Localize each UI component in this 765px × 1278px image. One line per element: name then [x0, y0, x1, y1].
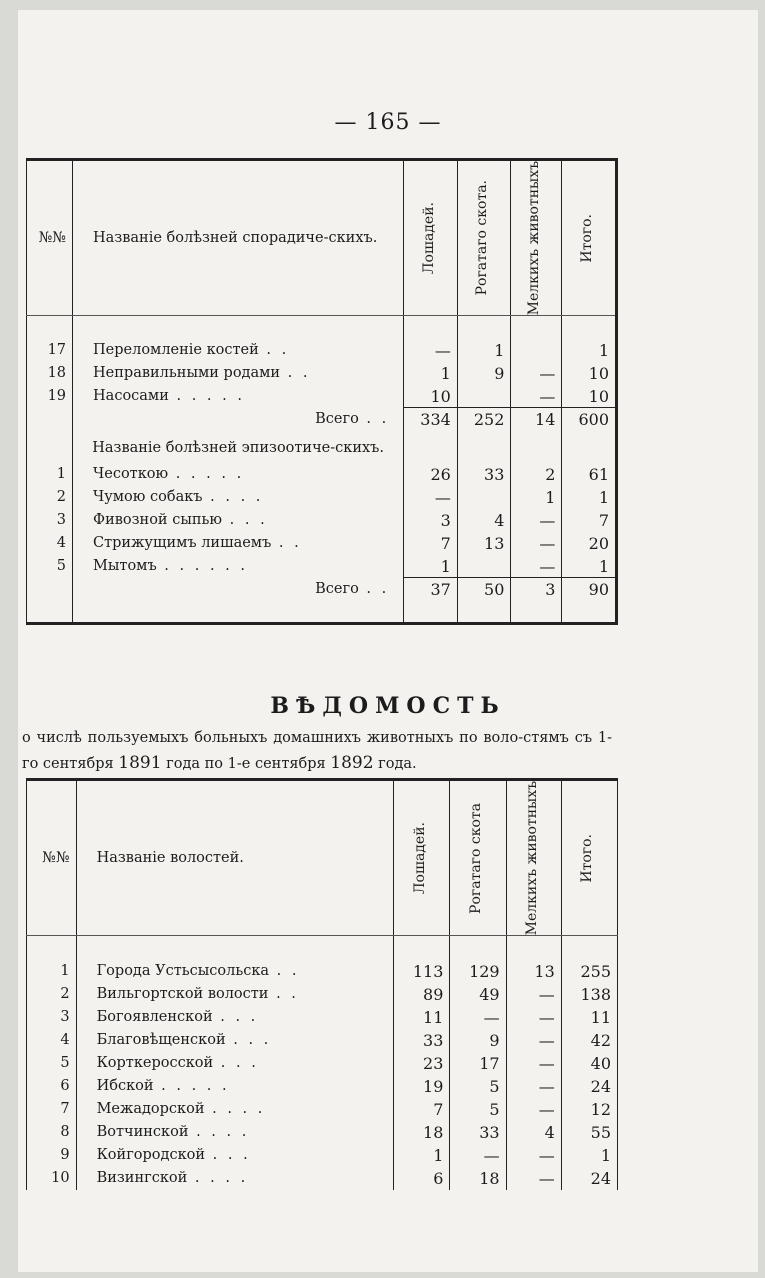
page-number: — 165 — [334, 110, 442, 135]
table-row: 3 Богоявленской . . . 11 — — 11 [27, 1006, 618, 1029]
table-row: 1 Города Устьсысольска . . 113 129 13 255 [27, 960, 618, 983]
table-row: 5 Мытомъ . . . . . . 1 — 1 [27, 555, 617, 578]
header-horses: Лошадей. [404, 160, 458, 316]
statement-title: ВѢДОМОСТЬ [270, 693, 506, 719]
disease-table-header [27, 160, 617, 316]
header-total: Итого. [561, 780, 617, 936]
header-volost-name: Названіе волостей. [76, 780, 394, 936]
header-disease-name: Названіе болѣзней спорадиче-скихъ. [73, 160, 404, 316]
epizootic-heading-row [27, 431, 617, 463]
table-row: 6 Ибской . . . . . 19 5 — 24 [27, 1075, 618, 1098]
table-row: 7 Межадорской . . . . 7 5 — 12 [27, 1098, 618, 1121]
table-row: 2 Чумою собакъ . . . . — 1 1 [27, 486, 617, 509]
header-small: Мелкихъ животныхъ [511, 160, 562, 316]
epizootic-heading: Названіе болѣзней эпизоотиче-скихъ. [92, 439, 385, 456]
table-row: 3 Фивозной сыпью . . . 3 4 — 7 [27, 509, 617, 532]
header-horses: Лошадей. [394, 780, 450, 936]
header-num: №№ [27, 780, 77, 936]
table-row: 4 Благовѣщенской . . . 33 9 — 42 [27, 1029, 618, 1052]
epizootic-total-row: Всего . . 37 50 3 90 [27, 578, 617, 601]
statement-subtitle: о числѣ пользуемыхъ больныхъ домашнихъ животныхъ по воло-стямъ съ 1-го сентября 1891 года по 1-е сентября 1892 года. [22, 730, 612, 773]
table-row: 4 Стрижущимъ лишаемъ . . 7 13 — 20 [27, 532, 617, 555]
table-row: 18 Неправильными родами . . 1 9 — 10 [27, 362, 617, 385]
header-num: №№ [27, 160, 73, 316]
table-row: 17 Переломленіе костей . . — 1 1 [27, 339, 617, 362]
table-row: 2 Вильгортской волости . . 89 49 — 138 [27, 983, 618, 1006]
header-small: Мелкихъ животныхъ [506, 780, 561, 936]
disease-table [26, 158, 618, 625]
header-total: Итого. [562, 160, 617, 316]
table-row: 19 Насосами . . . . . 10 — 10 [27, 385, 617, 408]
volost-table [26, 778, 618, 1190]
table-row: 8 Вотчинской . . . . 18 33 4 55 [27, 1121, 618, 1144]
sporadic-total-row: Всего . . 334 252 14 600 [27, 408, 617, 431]
header-cattle: Рогатаго скота [450, 780, 506, 936]
volost-table-header [27, 780, 618, 936]
table-row: 9 Койгородской . . . 1 — — 1 [27, 1144, 618, 1167]
header-cattle: Рогатаго скота. [457, 160, 511, 316]
table-row: 1 Чесоткою . . . . . 26 33 2 61 [27, 463, 617, 486]
table-row: 5 Корткеросской . . . 23 17 — 40 [27, 1052, 618, 1075]
page [18, 10, 758, 1272]
table-row: 10 Визингской . . . . 6 18 — 24 [27, 1167, 618, 1190]
